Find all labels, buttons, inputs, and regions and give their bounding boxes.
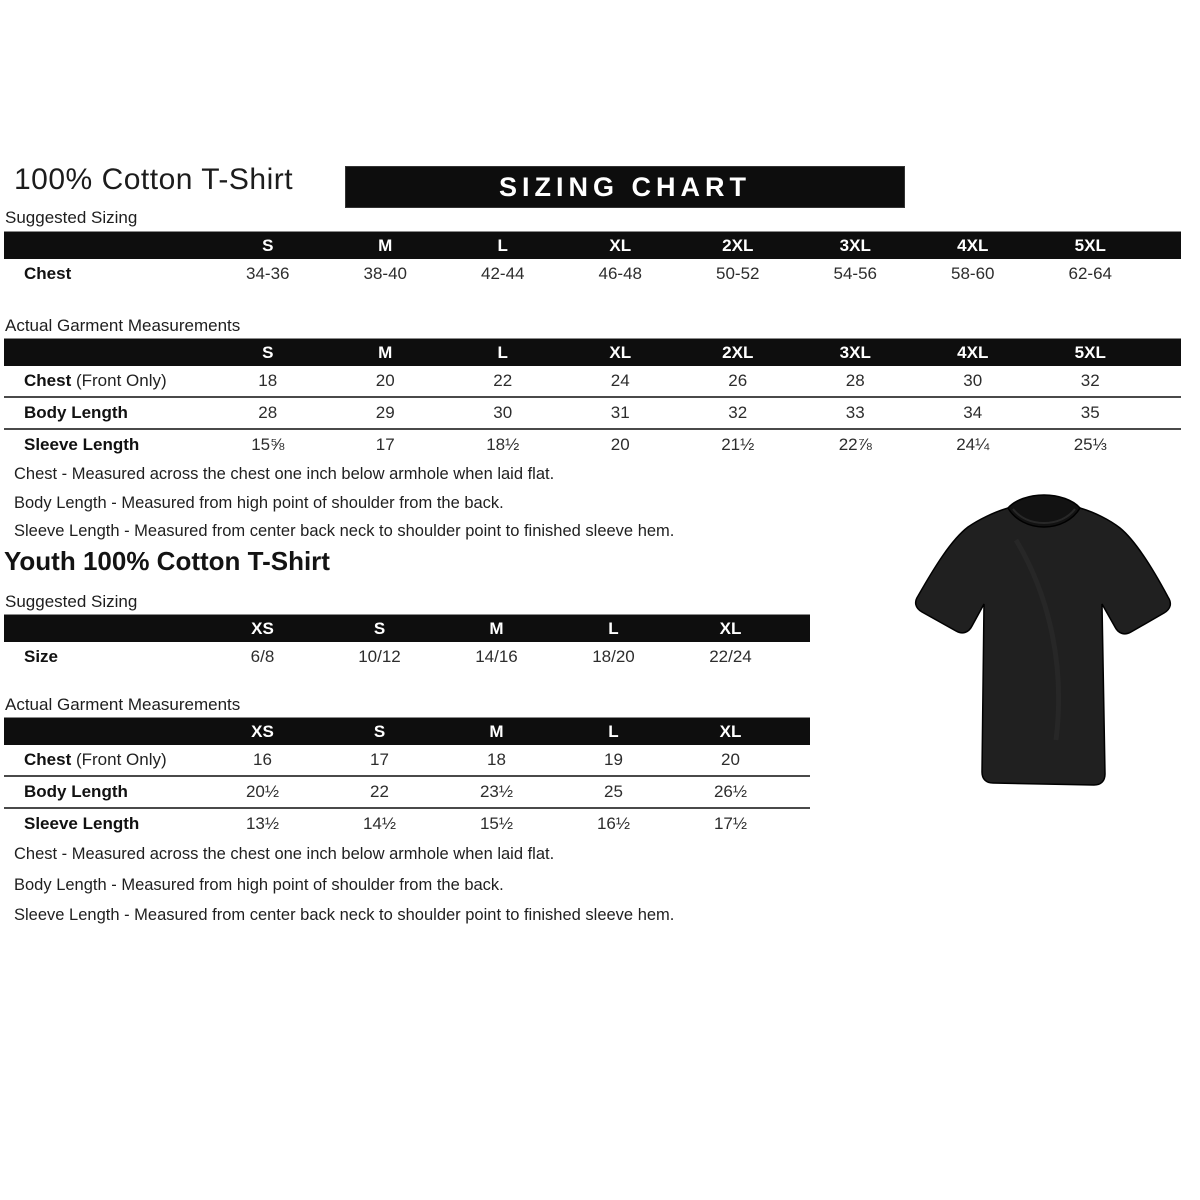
table-row (4, 259, 1181, 289)
row-label (4, 750, 204, 770)
measurement-value: 50-52 (716, 264, 760, 283)
measurement-value: 22 (493, 371, 513, 390)
measurement-value: 17 (370, 750, 389, 769)
row-label (4, 814, 204, 834)
column-header-xs: XS (251, 618, 274, 638)
measurement-value: 21½ (721, 435, 755, 454)
measurement-value: 34-36 (246, 264, 290, 283)
row-label (4, 782, 204, 802)
measurement-value: 17 (375, 435, 395, 454)
measurement-value: 20 (375, 371, 395, 390)
column-header-2xl: 2XL (722, 235, 754, 255)
adult-note-body-length: Body Length - Measured from high point of shoulder from the back. (14, 493, 504, 512)
column-header-m: M (378, 235, 393, 255)
measurement-value: 23½ (479, 782, 514, 801)
sizing-chart-banner (345, 166, 905, 208)
measurement-value: 17½ (713, 814, 748, 833)
table-header-row (4, 717, 810, 745)
measurement-value: 25 (604, 782, 623, 801)
measurement-value: 10/12 (358, 647, 401, 666)
measurement-value: 28 (258, 403, 278, 422)
row-label-main: Chest (24, 264, 72, 283)
measurement-value: 20½ (245, 782, 280, 801)
column-header-l: L (497, 342, 508, 362)
table-row (4, 396, 1181, 428)
column-header-4xl: 4XL (957, 235, 989, 255)
column-header-5xl: 5XL (1074, 342, 1106, 362)
column-header-s: S (262, 342, 274, 362)
measurement-value: 28 (845, 371, 865, 390)
row-label-main: Body Length (24, 782, 128, 801)
measurement-value: 20 (721, 750, 740, 769)
adult-note-sleeve-length: Sleeve Length - Measured from center back neck to shoulder point to finished sleeve hem. (14, 522, 675, 540)
youth-note-body-length: Body Length - Measured from high point of shoulder from the back. (14, 875, 504, 894)
column-header-l: L (608, 618, 619, 638)
row-label (4, 264, 209, 284)
youth-section-title: Youth 100% Cotton T-Shirt (4, 546, 330, 576)
column-header-xl: XL (719, 618, 742, 638)
column-header-s: S (262, 235, 274, 255)
measurement-value: 34 (963, 403, 983, 422)
measurement-value: 14½ (362, 814, 397, 833)
column-header-4xl: 4XL (957, 342, 989, 362)
sizing-chart-banner-text: SIZING CHART (499, 171, 751, 202)
table-row (4, 745, 810, 775)
measurement-value: 20 (610, 435, 630, 454)
tshirt-body (916, 508, 1171, 785)
measurement-value: 22/24 (709, 647, 752, 666)
row-label (4, 435, 209, 455)
measurement-value: 13½ (245, 814, 280, 833)
measurement-value: 32 (1080, 371, 1100, 390)
adult-suggested-sizing-table (4, 231, 1181, 289)
measurement-value: 15½ (479, 814, 514, 833)
column-header-5xl: 5XL (1074, 235, 1106, 255)
table-row (4, 775, 810, 807)
measurement-value: 18 (487, 750, 506, 769)
youth-note-sleeve-length: Sleeve Length - Measured from center back neck to shoulder point to finished sleeve hem. (14, 906, 675, 924)
table-row (4, 807, 810, 839)
measurement-value: 26½ (713, 782, 748, 801)
measurement-value: 29 (375, 403, 395, 422)
row-label-suffix: (Front Only) (71, 371, 167, 390)
measurement-value: 18 (258, 371, 278, 390)
row-label-suffix: (Front Only) (71, 750, 167, 769)
measurement-value: 32 (728, 403, 748, 422)
measurement-value: 33 (845, 403, 865, 422)
row-label-main: Chest (24, 750, 72, 769)
table-row (4, 428, 1181, 460)
column-header-3xl: 3XL (839, 342, 871, 362)
column-header-xl: XL (609, 342, 632, 362)
table-row (4, 642, 810, 672)
measurement-value: 6/8 (250, 647, 275, 666)
tshirt-image (896, 480, 1196, 814)
measurement-value: 42-44 (481, 264, 525, 283)
row-label-main: Sleeve Length (24, 435, 140, 454)
row-label (4, 647, 204, 667)
measurement-value: 16½ (596, 814, 631, 833)
measurement-value: 24 (610, 371, 630, 390)
adult-suggested-sizing-label: Suggested Sizing (5, 208, 138, 227)
measurement-value: 25⅓ (1073, 435, 1107, 454)
measurement-value: 31 (610, 403, 630, 422)
youth-actual-measurements-label: Actual Garment Measurements (5, 695, 241, 714)
measurement-value: 38-40 (363, 264, 407, 283)
adult-actual-measurements-label: Actual Garment Measurements (5, 316, 241, 335)
measurement-value: 19 (604, 750, 623, 769)
column-header-m: M (378, 342, 393, 362)
measurement-value: 30 (963, 371, 983, 390)
measurement-value: 35 (1080, 403, 1100, 422)
adult-measurement-notes (14, 460, 674, 546)
black-tshirt-graphic (896, 480, 1196, 814)
measurement-value: 22 (370, 782, 389, 801)
youth-suggested-sizing-label: Suggested Sizing (5, 592, 138, 611)
adult-actual-measurements-table (4, 338, 1181, 460)
column-header-3xl: 3XL (839, 235, 871, 255)
column-header-l: L (497, 235, 508, 255)
table-header-row (4, 614, 810, 642)
table-row (4, 366, 1181, 396)
column-header-xl: XL (719, 721, 742, 741)
measurement-value: 16 (253, 750, 272, 769)
measurement-value: 46-48 (598, 264, 642, 283)
measurement-value: 54-56 (833, 264, 877, 283)
measurement-value: 26 (728, 371, 748, 390)
row-label-main: Size (24, 647, 59, 666)
column-header-s: S (373, 721, 386, 741)
youth-measurement-notes (14, 839, 674, 931)
column-header-2xl: 2XL (722, 342, 754, 362)
row-label (4, 403, 209, 423)
measurement-value: 58-60 (951, 264, 995, 283)
youth-suggested-sizing-table (4, 614, 810, 672)
row-label (4, 371, 209, 391)
measurement-value: 22⅞ (838, 435, 872, 454)
measurement-value: 24¼ (956, 435, 990, 454)
row-label-main: Body Length (24, 403, 128, 422)
table-header-row (4, 231, 1181, 259)
column-header-l: L (608, 721, 619, 741)
measurement-value: 15⅝ (251, 435, 285, 454)
measurement-value: 18/20 (592, 647, 635, 666)
measurement-value: 62-64 (1068, 264, 1112, 283)
youth-actual-measurements-table (4, 717, 810, 839)
table-header-row (4, 338, 1181, 366)
column-header-m: M (489, 618, 504, 638)
column-header-s: S (373, 618, 386, 638)
page-title: 100% Cotton T-Shirt (14, 163, 294, 196)
youth-note-chest: Chest - Measured across the chest one inch below armhole when laid flat. (14, 845, 555, 863)
column-header-m: M (489, 721, 504, 741)
adult-note-chest: Chest - Measured across the chest one inch below armhole when laid flat. (14, 465, 555, 483)
measurement-value: 18½ (486, 435, 520, 454)
column-header-xs: XS (251, 721, 274, 741)
row-label-main: Chest (24, 371, 72, 390)
column-header-xl: XL (609, 235, 632, 255)
row-label-main: Sleeve Length (24, 814, 140, 833)
measurement-value: 30 (493, 403, 513, 422)
measurement-value: 14/16 (475, 647, 518, 666)
